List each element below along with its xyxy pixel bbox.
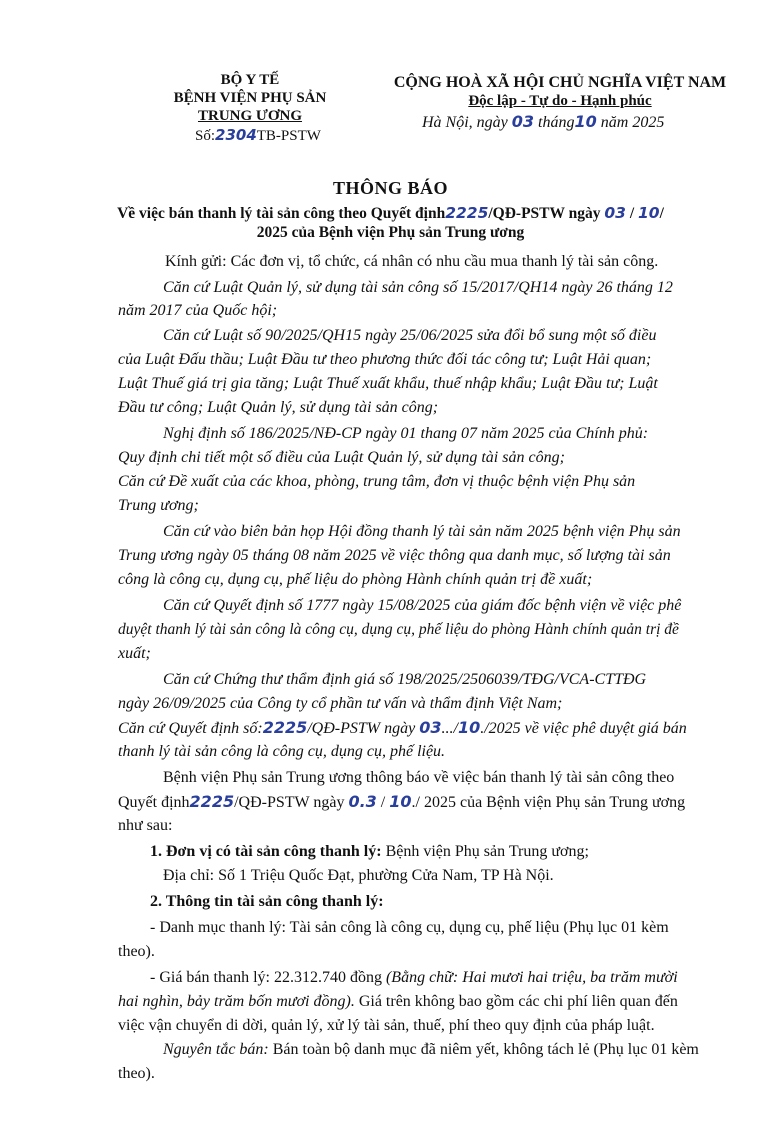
basis-line: ngày 26/09/2025 của Công ty cổ phần tư vấn và thẩm định Việt Nam; <box>118 695 563 712</box>
basis-line: công là công cụ, dụng cụ, phế liệu do phòng Hành chính quản trị đề xuất; <box>118 571 593 588</box>
basis-line: xuất; <box>118 645 151 662</box>
sale-principle-line1: Nguyên tắc bán: Bán toàn bộ danh mục đã niêm yết, không tách lẻ (Phụ lục 01 kèm <box>163 1041 699 1058</box>
basis-line: Căn cứ vào biên bản họp Hội đồng thanh lý tài sản năm 2025 bệnh viện Phụ sản <box>163 523 681 540</box>
basis-line: duyệt thanh lý tài sản công là công cụ, dụng cụ, phế liệu do phòng Hành chính quản trị đề <box>118 621 679 638</box>
basis-line: Quy định chi tiết một số điều của Luật Quản lý, sử dụng tài sản công; <box>118 449 565 466</box>
basis-line: Nghị định số 186/2025/NĐ-CP ngày 01 thang 07 năm 2025 của Chính phủ: <box>163 425 649 442</box>
price-line1: - Giá bán thanh lý: 22.312.740 đồng (Bằng chữ: Hai mươi hai triệu, ba trăm mười <box>150 969 678 986</box>
basis-line: năm 2017 của Quốc hội; <box>118 302 278 319</box>
basis-line: Căn cứ Luật số 90/2025/QH15 ngày 25/06/2025 sửa đổi bổ sung một số điều <box>163 327 657 344</box>
hospital-name-line2: TRUNG ƯƠNG <box>197 108 303 124</box>
sale-principle-line2: theo). <box>118 1065 155 1082</box>
basis-line: Đầu tư công; Luật Quản lý, sử dụng tài sản công; <box>118 399 439 416</box>
basis-line: Căn cứ Đề xuất của các khoa, phòng, trung tâm, đơn vị thuộc bệnh viện Phụ sản <box>118 473 636 490</box>
section1-address: Địa chỉ: Số 1 Triệu Quốc Đạt, phường Cửa Nam, TP Hà Nội. <box>163 867 554 884</box>
intro-line2: Quyết định2225/QĐ-PSTW ngày 0.3 / 10./ 2025 của Bệnh viện Phụ sản Trung ương <box>118 792 686 811</box>
basis-line: Trung ương; <box>118 497 199 514</box>
document-title: THÔNG BÁO <box>332 178 448 198</box>
section2-heading: 2. Thông tin tài sản công thanh lý: <box>150 893 384 910</box>
document-number: Số:2304TB-PSTW <box>195 126 321 144</box>
basis-line: Trung ương ngày 05 tháng 08 năm 2025 về việc thông qua danh mục, số lượng tài sản <box>118 547 671 564</box>
decision-basis-line2: thanh lý tài sản công là công cụ, dụng cụ, phế liệu. <box>118 743 446 760</box>
ministry-name: BỘ Y TẾ <box>220 72 280 88</box>
greeting: Kính gửi: Các đơn vị, tổ chức, cá nhân có nhu cầu mua thanh lý tài sản công. <box>165 253 659 270</box>
document-subtitle-line2: 2025 của Bệnh viện Phụ sản Trung ương <box>256 224 525 241</box>
intro-line3: như sau: <box>118 817 173 834</box>
basis-line: Căn cứ Quyết định số 1777 ngày 15/08/2025 của giám đốc bệnh viện về việc phê <box>163 597 682 614</box>
basis-line: Căn cứ Chứng thư thẩm định giá số 198/2025/2506039/TĐG/VCA-CTTĐG <box>163 671 647 688</box>
issue-date: Hà Nội, ngày 03 tháng10 năm 2025 <box>422 112 665 131</box>
national-motto: Độc lập - Tự do - Hạnh phúc <box>468 93 652 109</box>
basis-line: Căn cứ Luật Quản lý, sử dụng tài sản công số 15/2017/QH14 ngày 26 tháng 12 <box>163 279 673 296</box>
decision-basis-line1: Căn cứ Quyết định số:2225/QĐ-PSTW ngày 03.../10./2025 về việc phê duyệt giá bán <box>118 718 687 737</box>
hospital-name-line1: BỆNH VIỆN PHỤ SẢN <box>173 90 327 106</box>
section1-line: 1. Đơn vị có tài sản công thanh lý: Bệnh viện Phụ sản Trung ương; <box>150 843 589 860</box>
price-line3: việc vận chuyển di dời, quản lý, xử lý tài sản, thuế, phí theo quy định của pháp luật. <box>118 1017 655 1034</box>
basis-line: Luật Thuế giá trị gia tăng; Luật Thuế xuất khẩu, thuế nhập khẩu; Luật Đầu tư; Luật <box>118 375 658 392</box>
nation-title: CỘNG HOÀ XÃ HỘI CHỦ NGHĨA VIỆT NAM <box>393 74 727 91</box>
asset-list-line1: - Danh mục thanh lý: Tài sản công là công cụ, dụng cụ, phế liệu (Phụ lục 01 kèm <box>150 919 669 936</box>
intro-line1: Bệnh viện Phụ sản Trung ương thông báo về việc bán thanh lý tài sản công theo <box>163 769 675 786</box>
basis-line: của Luật Đấu thầu; Luật Đầu tư theo phương thức đối tác công tư; Luật Hải quan; <box>118 351 652 368</box>
asset-list-line2: theo). <box>118 943 155 960</box>
price-line2: hai nghìn, bảy trăm bốn mươi đồng). Giá trên không bao gồm các chi phí liên quan đến <box>118 993 678 1010</box>
document-subtitle-line1: Về việc bán thanh lý tài sản công theo Quyết định2225/QĐ-PSTW ngày 03 / 10/ <box>117 204 664 222</box>
